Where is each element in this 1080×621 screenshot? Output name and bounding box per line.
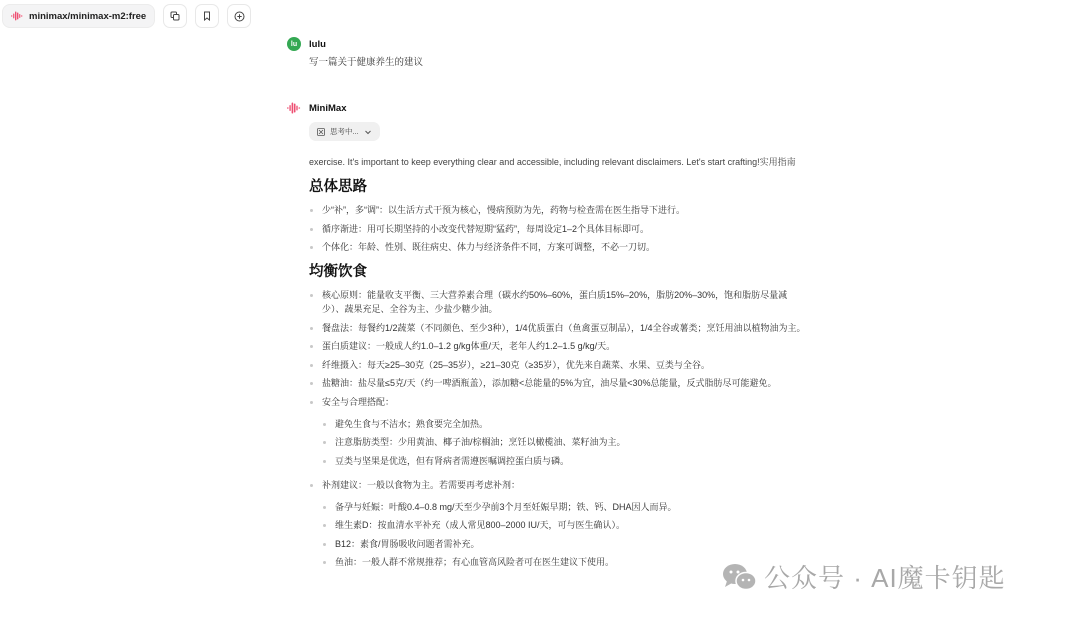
user-message (287, 37, 807, 68)
copy-icon (170, 11, 180, 21)
chat-thread (287, 37, 807, 579)
thinking-icon (317, 128, 325, 136)
thinking-label: 思考中... (330, 127, 359, 136)
minimax-logo-icon (11, 11, 23, 21)
list-item-safety (309, 395, 807, 468)
new-chat-button[interactable] (227, 4, 251, 28)
user-avatar: lu (287, 37, 301, 51)
sub-list-item: 避免生食与不洁水；熟食要完全加热。 (322, 417, 807, 431)
section-title-diet: 均衡饮食 (309, 264, 367, 280)
list-item: 个体化：年龄、性别、既往病史、体力与经济条件不同，方案可调整，不必一刀切。 (309, 240, 807, 254)
intro-text: exercise. It's important to keep everything clear and accessible, including relevant disclaimers. Let's start crafting!实用指南 (309, 157, 796, 167)
list-item: 少“补”，多“调”：以生活方式干预为核心，慢病预防为先，药物与检查需在医生指导下进行。 (309, 203, 807, 217)
chevron-down-icon (364, 128, 372, 136)
thinking-toggle[interactable] (309, 122, 380, 141)
list-item: 餐盘法：每餐约1/2蔬菜（不同颜色、至少3种），1/4优质蛋白（鱼禽蛋豆制品），1/4全谷或薯类；烹饪用油以植物油为主。 (309, 321, 807, 335)
add-icon (234, 11, 245, 22)
sub-list-item: B12：素食/胃肠吸收问题者需补充。 (322, 537, 807, 551)
bookmark-button[interactable] (195, 4, 219, 28)
sub-list-item: 维生素D：按血清水平补充（成人常见800–2000 IU/天，可与医生确认）。 (322, 518, 807, 532)
model-label: minimax/minimax-m2:free (29, 10, 147, 22)
assistant-response (309, 155, 807, 569)
safety-sublist (322, 417, 807, 468)
list-item: 循序渐进：用可长期坚持的小改变代替短期“猛药”，每周设定1–2个具体目标即可。 (309, 222, 807, 236)
list-item: 蛋白质建议：一般成人约1.0–1.2 g/kg体重/天，老年人约1.2–1.5 g/kg/天。 (309, 339, 807, 353)
minimax-avatar-icon (287, 102, 301, 114)
watermark (722, 558, 1006, 595)
section-title-overall: 总体思路 (309, 179, 367, 195)
watermark-text: 公众号 · AI魔卡钥匙 (764, 563, 1006, 593)
overall-list (309, 203, 807, 254)
user-message-text: 写一篇关于健康养生的建议 (309, 57, 424, 68)
sub-list-item: 鱼油：一般人群不常规推荐；有心血管高风险者可在医生建议下使用。 (322, 555, 807, 569)
user-name: lulu (309, 38, 326, 50)
sub-list-item: 注意脂肪类型：少用黄油、椰子油/棕榈油；烹饪以橄榄油、菜籽油为主。 (322, 435, 807, 449)
bookmark-icon (202, 11, 212, 21)
diet-list (309, 288, 807, 569)
top-toolbar (2, 4, 251, 28)
wechat-icon (722, 562, 758, 592)
model-selector[interactable] (2, 4, 155, 28)
list-item: 盐糖油：盐尽量≤5克/天（约一啤酒瓶盖），添加糖<总能量的5%为宜，油尽量<30%总能量，反式脂肪尽可能避免。 (309, 376, 807, 390)
safety-label: 安全与合理搭配： (322, 396, 395, 407)
sub-list-item: 备孕与妊娠：叶酸0.4–0.8 mg/天至少孕前3个月至妊娠早期；铁、钙、DHA因人而异。 (322, 500, 807, 514)
list-item: 纤维摄入：每天≥25–30克（25–35岁），≥21–30克（≥35岁），优先来自蔬菜、水果、豆类与全谷。 (309, 358, 807, 372)
assistant-message (287, 102, 807, 569)
list-item: 核心原则：能量收支平衡、三大营养素合理（碳水约50%–60%，蛋白质15%–20%，脂肪20%–30%，饱和脂肪尽量减少）、蔬果充足、全谷为主、少盐少糖少油。 (309, 288, 807, 316)
assistant-name: MiniMax (309, 102, 347, 114)
list-item-supplements (309, 478, 807, 570)
supplement-label: 补剂建议：一般以食物为主。若需要再考虑补剂： (322, 479, 521, 490)
sub-list-item: 豆类与坚果是优选，但有肾病者需遵医嘱调控蛋白质与磷。 (322, 454, 807, 468)
copy-button[interactable] (163, 4, 187, 28)
